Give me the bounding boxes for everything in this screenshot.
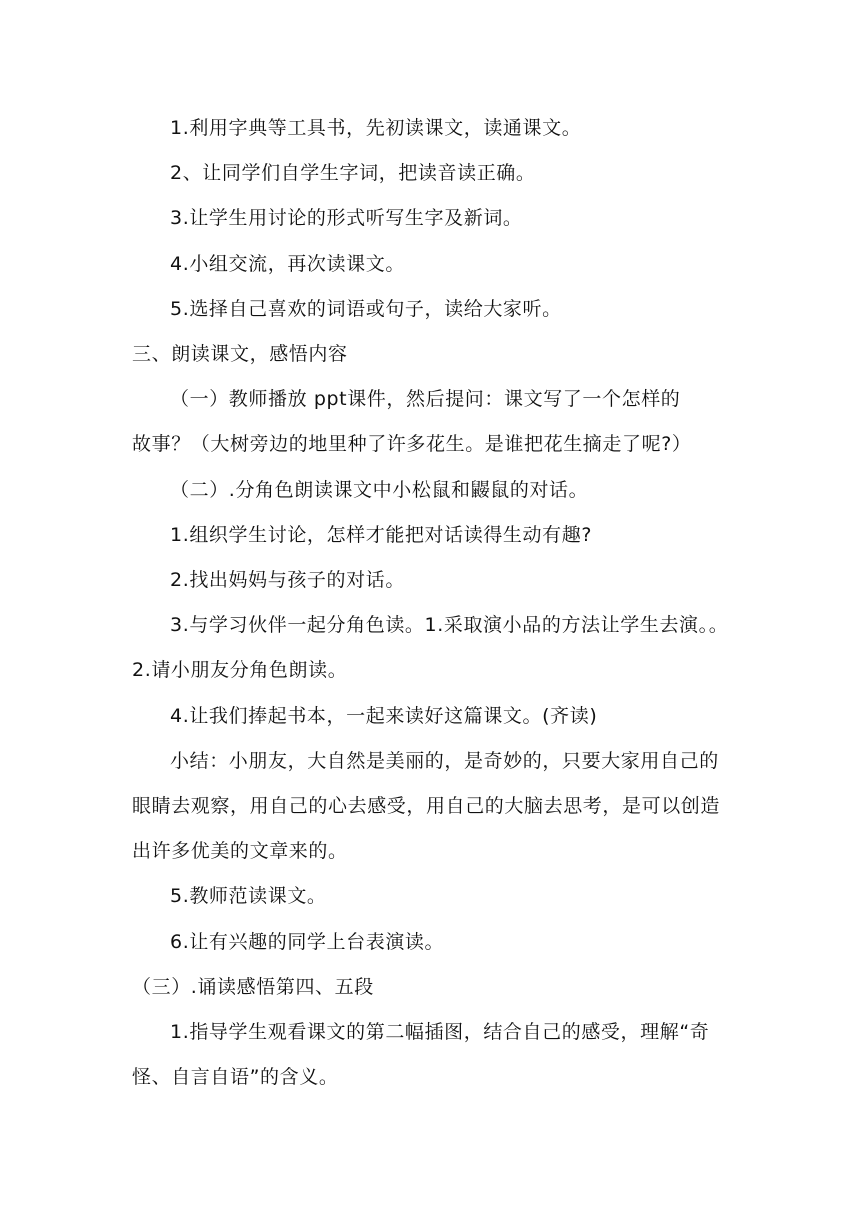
text-line: 1.利用字典等工具书，先初读课文，读通课文。 (170, 117, 582, 139)
text-line: 故事？（大树旁边的地里种了许多花生。是谁把花生摘走了呢?） (132, 433, 692, 455)
text-line: 出许多优美的文章来的。 (132, 840, 348, 862)
text-line: 3.与学习伙伴一起分角色读。1.采取演小品的方法让学生去演。。 (170, 614, 729, 636)
text-line: 6.让有兴趣的同学上台表演读。 (170, 931, 445, 953)
text-line: 2.请小朋友分角色朗读。 (132, 659, 348, 681)
text-line: 4.让我们捧起书本，一起来读好这篇课文。(齐读) (170, 705, 598, 727)
text-line: 3.让学生用讨论的形式听写生字及新词。 (170, 207, 523, 229)
text-line: 眼睛去观察，用自己的心去感受，用自己的大脑去思考，是可以创造 (132, 795, 721, 817)
text-line: 2、让同学们自学生字词，把读音读正确。 (170, 162, 536, 184)
text-line: 怪、自言自语”的含义。 (132, 1066, 339, 1088)
subsection-heading: （三）.诵读感悟第四、五段 (132, 976, 374, 998)
text-line: 4.小组交流，再次读课文。 (170, 253, 405, 275)
text-line: 小结：小朋友，大自然是美丽的，是奇妙的，只要大家用自己的 (170, 750, 719, 772)
section-heading: 三、朗读课文，感悟内容 (132, 343, 348, 365)
subsection-heading: （二）.分角色朗读课文中小松鼠和鼹鼠的对话。 (170, 479, 589, 501)
text-line: 2.找出妈妈与孩子的对话。 (170, 569, 405, 591)
text-line: 1.指导学生观看课文的第二幅插图，结合自己的感受，理解“奇 (170, 1021, 710, 1043)
text-line: （一）教师播放 ppt课件，然后提问：课文写了一个怎样的 (170, 388, 681, 410)
text-line: 1.组织学生讨论，怎样才能把对话读得生动有趣? (170, 524, 593, 546)
text-line: 5.教师范读课文。 (170, 885, 327, 907)
text-line: 5.选择自己喜欢的词语或句子，读给大家听。 (170, 298, 562, 320)
